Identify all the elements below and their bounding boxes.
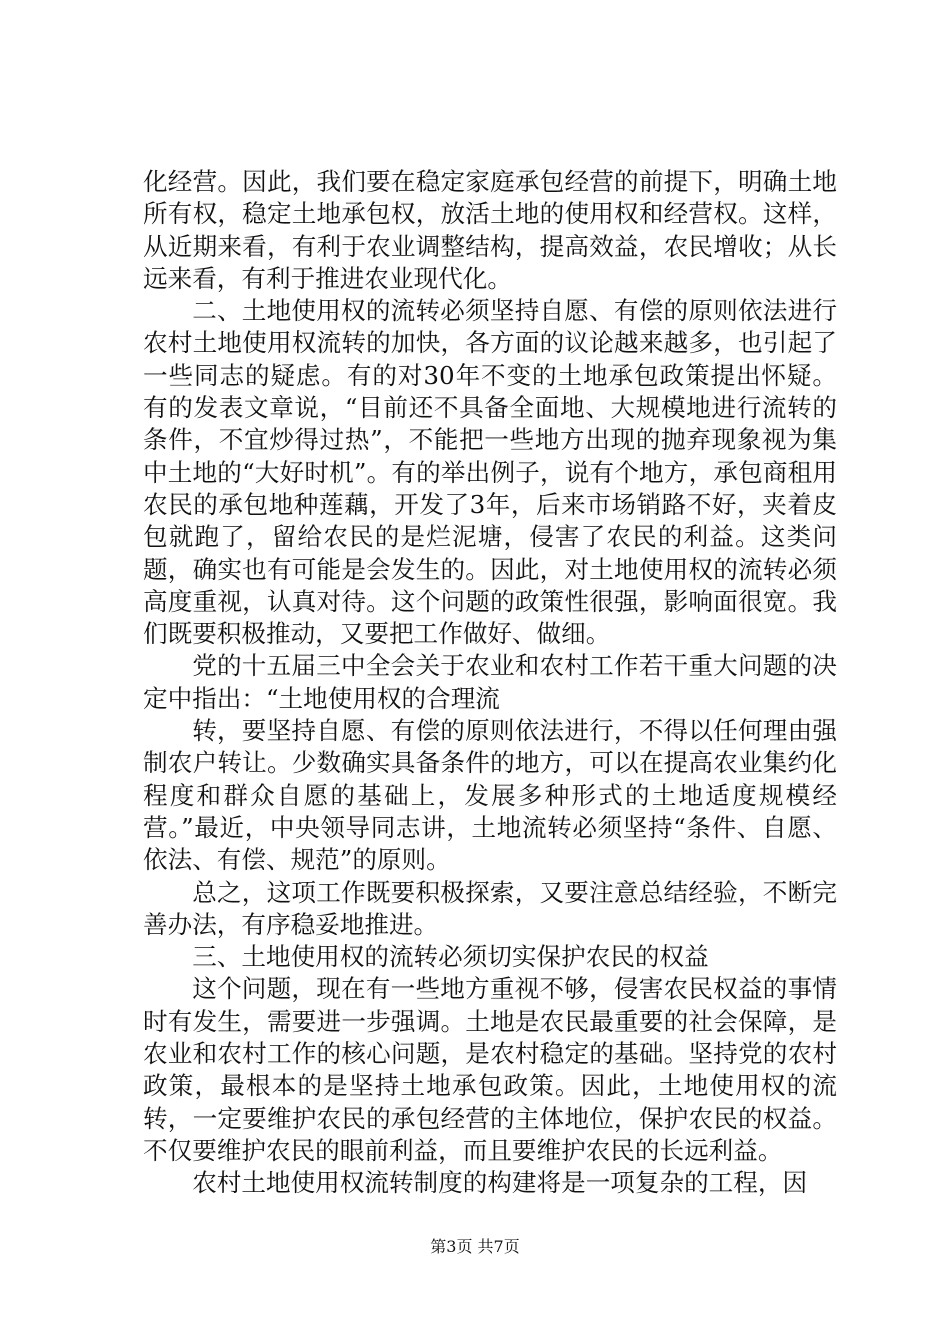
page-number: 第3页 共7页 xyxy=(430,1237,520,1256)
paragraph-4: 转，要坚持自愿、有偿的原则依法进行，不得以任何理由强制农户转让。少数确实具备条件的地方，可以在提高农业集约化程度和群众自愿的基础上，发展多种形式的土地适度规模经营。”最近，中央领导同志讲，土地流转必须坚持“条件、自愿、依法、有偿、规范”的原则。 xyxy=(143,716,837,875)
paragraph-5: 总之，这项工作既要积极探索，又要注意总结经验，不断完善办法，有序稳妥地推进。 xyxy=(143,877,837,939)
paragraph-3: 党的十五届三中全会关于农业和农村工作若干重大问题的决定中指出：“土地使用权的合理流 xyxy=(143,651,837,713)
document-body xyxy=(143,166,837,1200)
section-heading-3: 三、土地使用权的流转必须切实保护农民的权益 xyxy=(192,942,709,972)
page-footer xyxy=(0,1237,950,1257)
paragraph-1: 化经营。因此，我们要在稳定家庭承包经营的前提下，明确土地所有权，稳定土地承包权，放活土地的使用权和经营权。这样，从近期来看，有利于农业调整结构，提高效益，农民增收；从长远来看，有利于推进农业现代化。 xyxy=(143,167,837,293)
paragraph-7: 农村土地使用权流转制度的构建将是一项复杂的工程，因 xyxy=(192,1168,808,1198)
paragraph-6: 这个问题，现在有一些地方重视不够，侵害农民权益的事情时有发生，需要进一步强调。土地是农民最重要的社会保障，是农业和农村工作的核心问题，是农村稳定的基础。坚持党的农村政策，最根本的是坚持土地承包政策。因此，土地使用权的流转，一定要维护农民的承包经营的主体地位，保护农民的权益。不仅要维护农民的眼前利益，而且要维护农民的长远利益。 xyxy=(143,974,837,1165)
paragraph-2: 二、土地使用权的流转必须坚持自愿、有偿的原则依法进行农村土地使用权流转的加快，各方面的议论越来越多，也引起了一些同志的疑虑。有的对30年不变的土地承包政策提出怀疑。有的发表文章说，“目前还不具备全面地、大规模地进行流转的条件，不宜炒得过热”，不能把一些地方出现的抛弃现象视为集中土地的“大好时机”。有的举出例子，说有个地方，承包商租用农民的承包地种莲藕，开发了3年，后来市场销路不好，夹着皮包就跑了，留给农民的是烂泥塘，侵害了农民的利益。这类问题，确实也有可能是会发生的。因此，对土地使用权的流转必须高度重视，认真对待。这个问题的政策性很强，影响面很宽。我们既要积极推动，又要把工作做好、做细。 xyxy=(143,296,837,649)
